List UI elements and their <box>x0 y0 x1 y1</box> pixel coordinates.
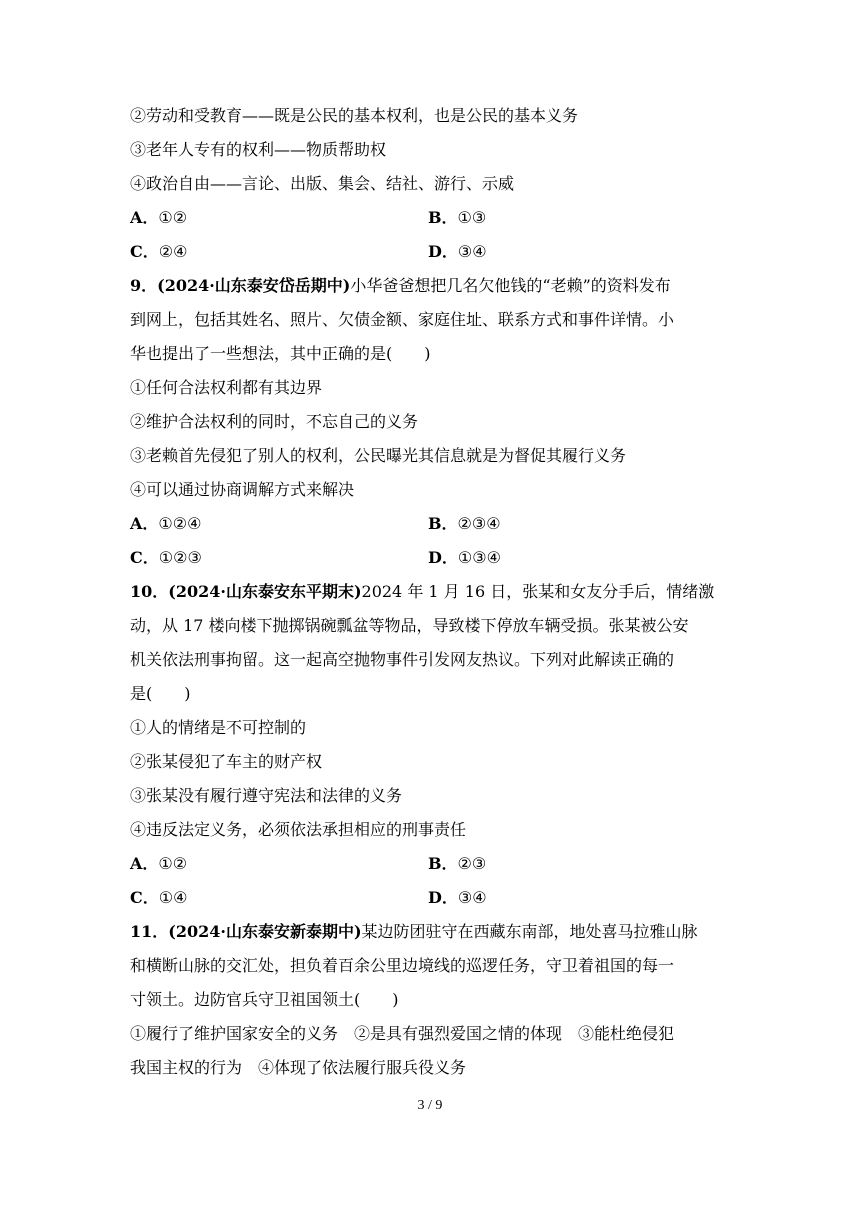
q8-item-3: ③老年人专有的权利——物质帮助权 <box>130 140 387 159</box>
q10-item-4: ④违反法定义务，必须依法承担相应的刑事责任 <box>130 820 467 839</box>
q9-option-c: C．①②③ <box>130 548 202 567</box>
q11-stem-line-2: 和横断山脉的交汇处，担负着百余公里边境线的巡逻任务，守卫着祖国的每一 <box>130 956 675 975</box>
q10-option-a: A．①② <box>130 854 188 873</box>
q9-stem-line-1: 9．(2024·山东泰安岱岳期中)小华爸爸想把几名欠他钱的“老赖”的资料发布 <box>130 276 671 295</box>
q9-item-4: ④可以通过协商调解方式来解决 <box>130 480 355 499</box>
q9-source: 9．(2024·山东泰安岱岳期中) <box>130 276 351 295</box>
q9-option-a: A．①②④ <box>130 514 202 533</box>
q10-stem-line-2: 动，从 17 楼向楼下抛掷锅碗瓢盆等物品，导致楼下停放车辆受损。张某被公安 <box>130 616 689 635</box>
q10-item-2: ②张某侵犯了车主的财产权 <box>130 752 323 771</box>
q10-item-3: ③张某没有履行遵守宪法和法律的义务 <box>130 786 403 805</box>
q10-source: 10．(2024·山东泰安东平期末) <box>130 582 362 601</box>
q8-option-d: D．③④ <box>428 242 487 261</box>
q9-option-b: B．②③④ <box>428 514 501 533</box>
q10-stem-line-1: 10．(2024·山东泰安东平期末)2024 年 1 月 16 日，张某和女友分手后，情绪激 <box>130 582 715 601</box>
page-number: 3 / 9 <box>417 1098 443 1113</box>
q11-source: 11．(2024·山东泰安新泰期中) <box>130 922 362 941</box>
q10-option-c: C．①④ <box>130 888 188 907</box>
q11-stem-line-3: 寸领土。边防官兵守卫祖国领土( ) <box>130 990 399 1009</box>
q9-item-1: ①任何合法权利都有其边界 <box>130 378 323 397</box>
q9-options-row-2 <box>130 541 740 575</box>
q10-options-row-2 <box>130 881 740 915</box>
q10-options-row-1 <box>130 847 740 881</box>
q11-items-line-1: ①履行了维护国家安全的义务 ②是具有强烈爱国之情的体现 ③能杜绝侵犯 <box>130 1024 675 1043</box>
q10-stem-line-3: 机关依法刑事拘留。这一起高空抛物事件引发网友热议。下列对此解读正确的 <box>130 650 675 669</box>
q8-option-a: A．①② <box>130 208 188 227</box>
q10-item-1: ①人的情绪是不可控制的 <box>130 718 307 737</box>
q9-option-d: D．①③④ <box>428 548 501 567</box>
q8-options-row-1 <box>130 201 740 235</box>
q8-option-c: C．②④ <box>130 242 188 261</box>
q9-stem-line-2: 到网上，包括其姓名、照片、欠债金额、家庭住址、联系方式和事件详情。小 <box>130 310 675 329</box>
q11-stem-line-1: 11．(2024·山东泰安新泰期中)某边防团驻守在西藏东南部，地处喜马拉雅山脉 <box>130 922 698 941</box>
q11-items-line-2: 我国主权的行为 ④体现了依法履行服兵役义务 <box>130 1058 467 1077</box>
q8-item-2: ②劳动和受教育——既是公民的基本权利，也是公民的基本义务 <box>130 106 579 125</box>
q10-stem-line-4: 是( ) <box>130 684 191 703</box>
q10-option-b: B．②③ <box>428 854 487 873</box>
q8-option-b: B．①③ <box>428 208 487 227</box>
q8-item-4: ④政治自由——言论、出版、集会、结社、游行、示威 <box>130 174 515 193</box>
q9-options-row-1 <box>130 507 740 541</box>
q9-stem-line-3: 华也提出了一些想法，其中正确的是( ) <box>130 344 431 363</box>
q10-option-d: D．③④ <box>428 888 487 907</box>
q9-item-2: ②维护合法权利的同时，不忘自己的义务 <box>130 412 419 431</box>
q8-options-row-2 <box>130 235 740 269</box>
q9-item-3: ③老赖首先侵犯了别人的权利，公民曝光其信息就是为督促其履行义务 <box>130 446 627 465</box>
